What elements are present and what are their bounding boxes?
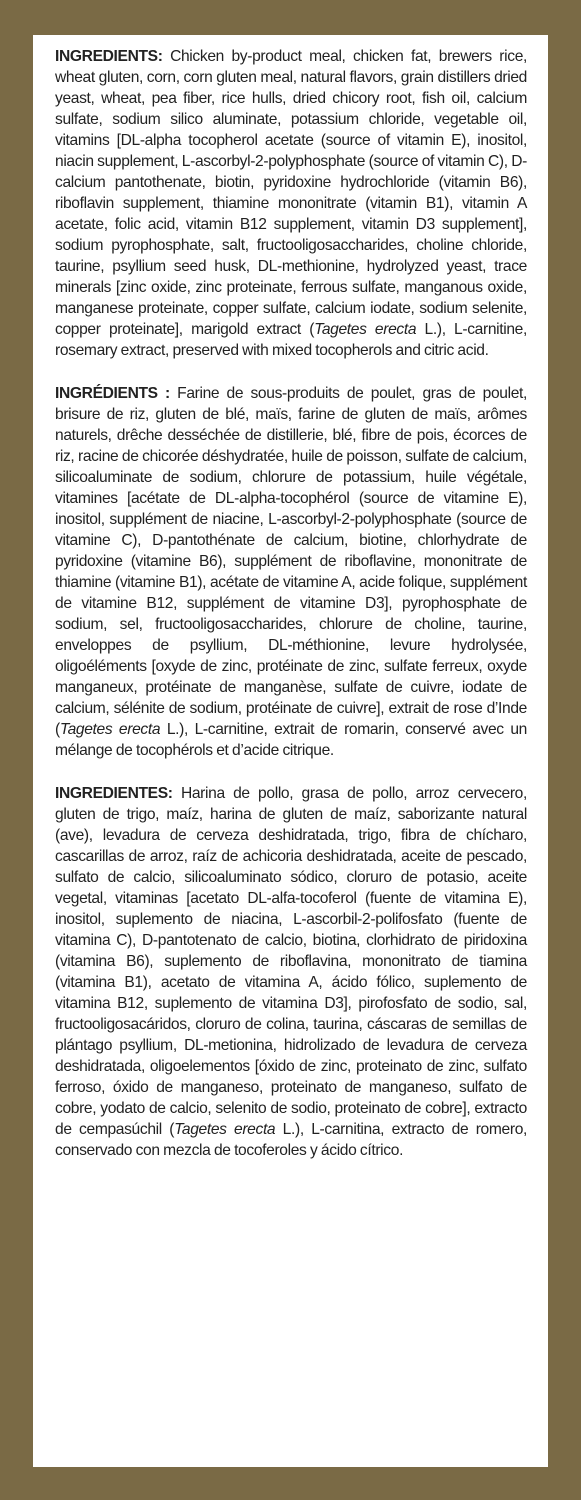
ingredients-text-english-end: L.), L-carnitine, rosemary extract, preserved with mixed tocopherols and citric acid. — [55, 321, 527, 359]
ingredients-text-french: Farine de sous-produits de poulet, gras de poulet, brisure de riz, gluten de blé, maïs, farine de gluten de maïs, arômes naturels, drêche desséchée de distillerie, blé, fibre de pois, écorces de riz, racine de chicorée déshydratée, huile de poisson, sulfate de calcium, silicoaluminate de sodium, chlorure de potassium, huile végétale, vitamines [acétate de DL-alpha-tocophérol (source de vitamine E), inositol, supplément de niacine, L-ascorbyl-2-polyphosphate (source de vitamine C), D-pantothénate de calcium, biotine, chlorhydrate de pyridoxine (vitamine B6), supplément de riboflavine, mononitrate de thiamine (vitamine B1), acétate de vitamine A, acide folique, supplément de vitamine B12, supplément de vitamine D3], pyrophosphate de sodium, sel, fructooligosaccharides, chlorure de choline, taurine, enveloppes de psyllium, DL-méthionine, levure hydrolysée, oligoéléments [oxyde de zinc, protéinate de zinc, sulfate ferreux, oxyde manganeux, protéinate de manganèse, sulfate de cuivre, iodate de calcium, sélénite de sodium, protéinate de cuivre], extrait de rose d’Inde ( — [55, 385, 527, 738]
ingredients-heading-english: INGREDIENTS: — [55, 48, 163, 65]
scientific-name-english: Tagetes erecta — [314, 321, 417, 338]
ingredients-heading-french: INGRÉDIENTS : — [55, 385, 170, 402]
ingredients-text-spanish-end: L.), L-carnitina, extracto de romero, conservado con mezcla de tocoferoles y ácido cítrico. — [55, 1121, 527, 1159]
scientific-name-spanish: Tagetes erecta — [174, 1121, 276, 1138]
ingredients-text-french-end: L.), L-carnitine, extrait de romarin, conservé avec un mélange de tocophérols et d’acide citrique. — [55, 721, 528, 759]
ingredients-panel — [33, 35, 548, 1467]
scientific-name-french: Tagetes erecta — [59, 721, 161, 738]
ingredients-text-english: Chicken by-product meal, chicken fat, brewers rice, wheat gluten, corn, corn gluten meal, natural flavors, grain distillers dried yeast, wheat, pea fiber, rice hulls, dried chicory root, fish oil, calcium sulfate, sodium silico aluminate, potassium chloride, vegetable oil, vitamins [DL-alpha tocopherol acetate (source of vitamin E), inositol, niacin supplement, L-ascorbyl-2-polyphosphate (source of vitamin C), D-calcium pantothenate, biotin, pyridoxine hydrochloride (vitamin B6), riboflavin supplement, thiamine mononitrate (vitamin B1), vitamin A acetate, folic acid, vitamin B12 supplement, vitamin D3 supplement], sodium pyrophosphate, salt, fructooligosaccharides, choline chloride, taurine, psyllium seed husk, DL-methionine, hydrolyzed yeast, trace minerals [zinc oxide, zinc proteinate, ferrous sulfate, manganous oxide, manganese proteinate, copper sulfate, calcium iodate, sodium selenite, copper proteinate], marigold extract ( — [55, 48, 527, 338]
ingredients-english — [55, 46, 527, 361]
ingredients-spanish — [55, 783, 527, 1161]
ingredients-text-spanish: Harina de pollo, grasa de pollo, arroz cervecero, gluten de trigo, maíz, harina de gluten de maíz, saborizante natural (ave), levadura de cerveza deshidratada, trigo, fibra de chícharo, cascarillas de arroz, raíz de achicoria deshidratada, aceite de pescado, sulfato de calcio, silicoaluminato sódico, cloruro de potasio, aceite vegetal, vitaminas [acetato DL-alfa-tocoferol (fuente de vitamina E), inositol, suplemento de niacina, L-ascorbil-2-polifosfato (fuente de vitamina C), D-pantotenato de calcio, biotina, clorhidrato de piridoxina (vitamina B6), suplemento de riboflavina, mononitrato de tiamina (vitamina B1), acetato de vitamina A, ácido fólico, suplemento de vitamina B12, suplemento de vitamina D3], pirofosfato de sodio, sal, fructooligosacáridos, cloruro de colina, taurina, cáscaras de semillas de plántago psyllium, DL-metionina, hidrolizado de levadura de cerveza deshidratada, oligoelementos [óxido de zinc, proteinato de zinc, sulfato ferroso, óxido de manganeso, proteinato de manganeso, sulfato de cobre, yodato de calcio, selenito de sodio, proteinato de cobre], extracto de cempasúchil ( — [55, 785, 527, 1138]
ingredients-heading-spanish: INGREDIENTES: — [55, 785, 173, 802]
ingredients-french — [55, 383, 527, 761]
